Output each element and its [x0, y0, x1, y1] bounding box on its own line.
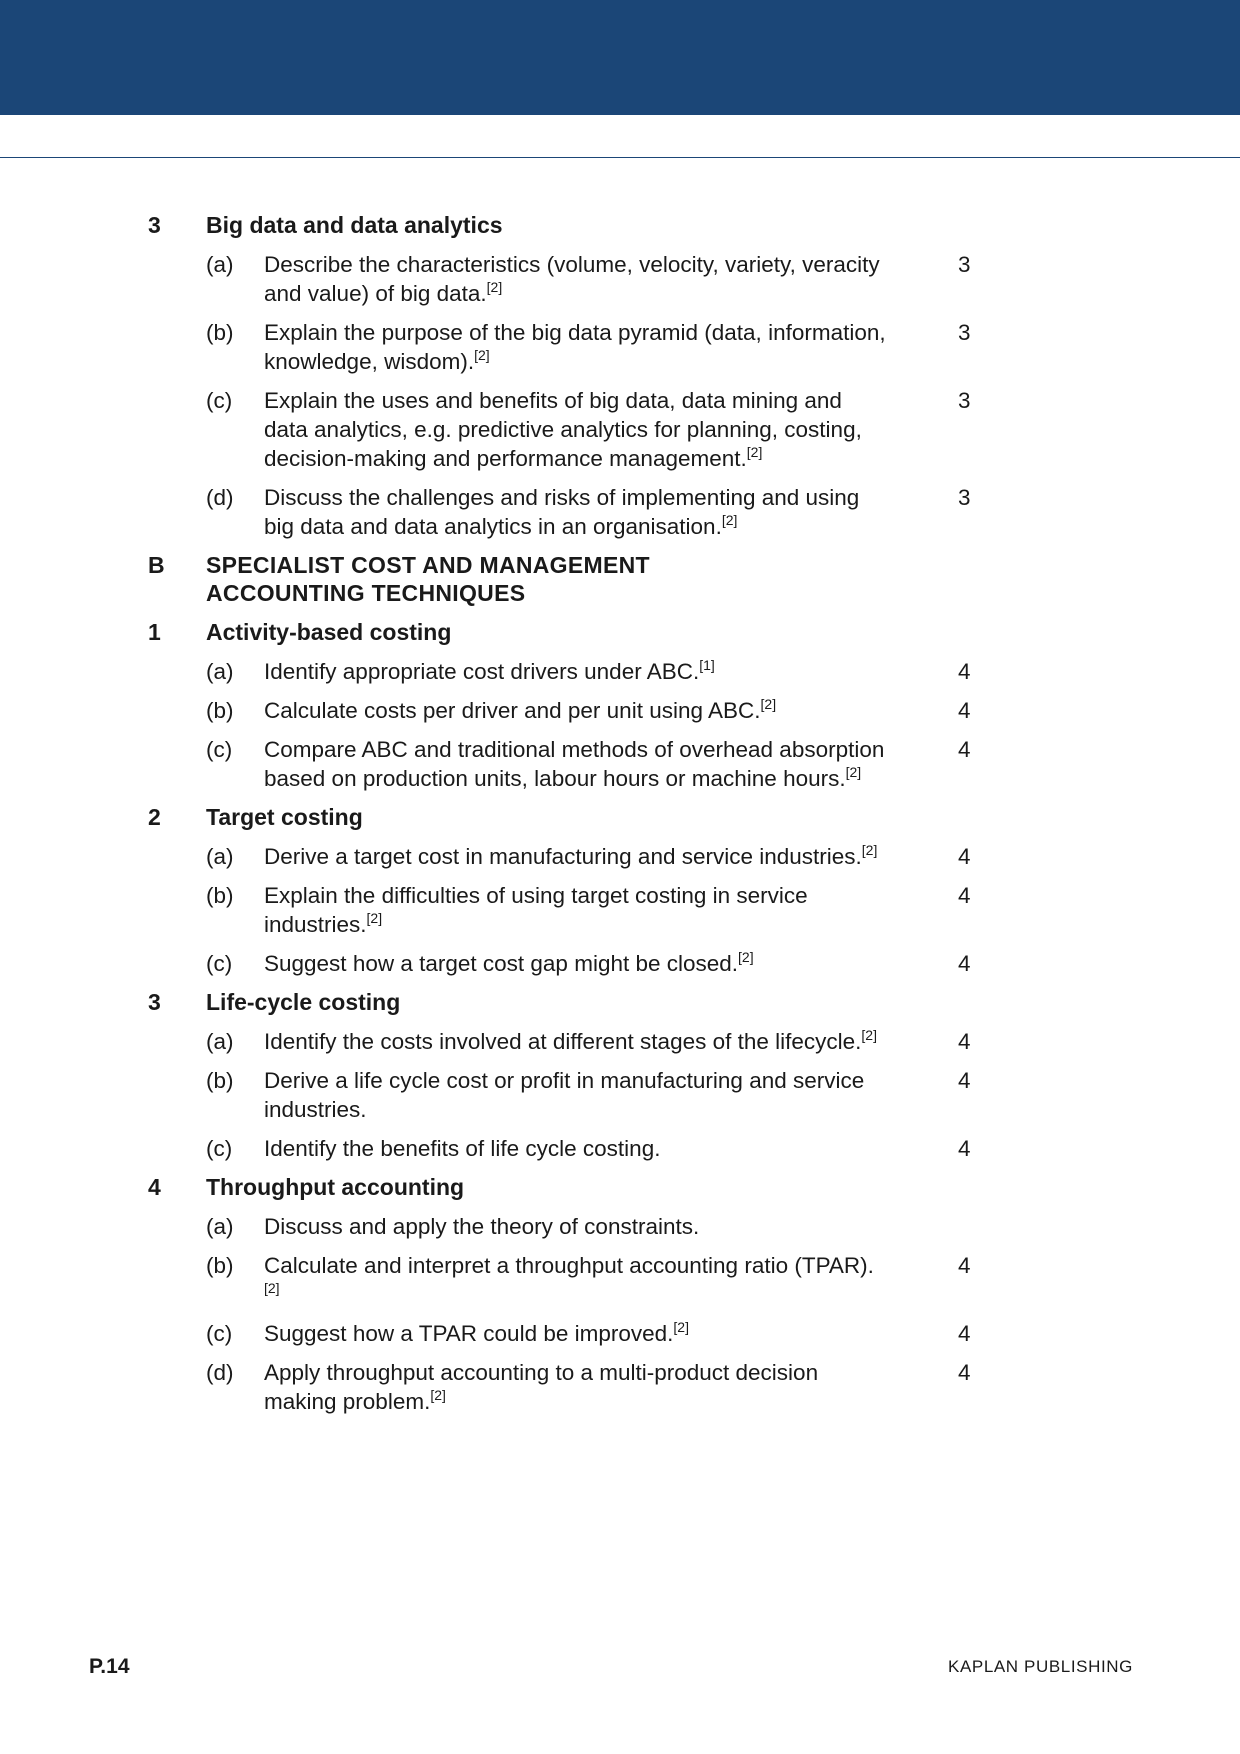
- item-text-body: Explain the uses and benefits of big data, data mining and data analytics, e.g. predictive analytics for planning, costing, decision-making and performance management.: [264, 388, 862, 471]
- list-item: [148, 1212, 998, 1241]
- item-level: 4: [958, 1253, 971, 1278]
- item-letter: (a): [206, 252, 234, 277]
- item-level: 4: [958, 698, 971, 723]
- item-ref: [2]: [474, 347, 490, 363]
- item-level: 3: [958, 252, 971, 277]
- list-item: [148, 842, 998, 871]
- section-number: 1: [148, 619, 161, 645]
- list-item: [148, 1358, 998, 1416]
- item-text-body: Identify the costs involved at different stages of the lifecycle.: [264, 1029, 862, 1054]
- item-ref: [2]: [486, 279, 503, 295]
- item-text-body: Describe the characteristics (volume, velocity, variety, veracity and value) of big data.: [264, 252, 880, 306]
- list-item: [148, 949, 998, 978]
- item-letter: (b): [206, 698, 234, 723]
- item-level: 4: [958, 844, 971, 869]
- item-letter: (c): [206, 1321, 233, 1346]
- header-band: [0, 0, 1240, 115]
- section-title: Life-cycle costing: [206, 989, 401, 1015]
- item-text-body: Compare ABC and traditional methods of overhead absorption based on production units, labour hours or machine hours.: [264, 737, 885, 791]
- item-ref: [2]: [721, 512, 738, 528]
- item-text: [264, 318, 889, 376]
- part-heading: [148, 551, 998, 607]
- item-letter: (b): [206, 320, 234, 345]
- item-letter: (d): [206, 485, 234, 510]
- list-item: [148, 735, 998, 793]
- item-letter: (a): [206, 1214, 234, 1239]
- item-letter: (d): [206, 1360, 234, 1385]
- item-text-body: Identify the benefits of life cycle costing.: [264, 1136, 661, 1161]
- list-item: [148, 1134, 998, 1163]
- item-ref: [2]: [430, 1387, 446, 1403]
- item-letter: (c): [206, 388, 233, 413]
- item-level: 4: [958, 1068, 971, 1093]
- item-text: [264, 1134, 889, 1163]
- item-text: [264, 250, 889, 308]
- item-ref: [2]: [738, 949, 754, 965]
- item-ref: [2]: [746, 444, 763, 460]
- item-level: 4: [958, 659, 971, 684]
- item-text: [264, 1358, 889, 1416]
- list-item: [148, 657, 998, 686]
- item-text-body: Suggest how a TPAR could be improved.: [264, 1321, 674, 1346]
- item-text: [264, 1319, 889, 1348]
- list-item: [148, 881, 998, 939]
- section-title: Throughput accounting: [206, 1174, 465, 1200]
- section-number: 3: [148, 212, 161, 238]
- item-ref: [1]: [699, 657, 715, 673]
- item-letter: (b): [206, 883, 234, 908]
- section-title: Activity-based costing: [206, 619, 452, 645]
- item-text-body: Discuss the challenges and risks of implementing and using big data and data analytics in an organisation.: [264, 485, 860, 539]
- item-ref: [2]: [760, 696, 777, 712]
- item-text-body: Calculate costs per driver and per unit using ABC.: [264, 698, 761, 723]
- item-letter: (c): [206, 737, 233, 762]
- syllabus-content: [148, 211, 998, 1426]
- section-heading: [148, 618, 998, 646]
- item-text: [264, 483, 889, 541]
- item-text-body: Identify appropriate cost drivers under ABC.: [264, 659, 700, 684]
- item-level: [958, 1212, 998, 1241]
- item-letter: (a): [206, 1029, 234, 1054]
- item-text: [264, 1066, 889, 1124]
- list-item: [148, 386, 998, 473]
- item-letter: (b): [206, 1068, 234, 1093]
- item-text-body: Suggest how a target cost gap might be closed.: [264, 951, 739, 976]
- item-text: [264, 1027, 889, 1056]
- item-ref: [2]: [673, 1319, 689, 1335]
- list-item: [148, 1066, 998, 1124]
- item-level: 4: [958, 951, 971, 976]
- list-item: [148, 696, 998, 725]
- section-heading: [148, 1173, 998, 1201]
- list-item: [148, 318, 998, 376]
- list-item: [148, 483, 998, 541]
- section-heading: [148, 211, 998, 239]
- section-heading: [148, 803, 998, 831]
- item-level: 4: [958, 883, 971, 908]
- item-letter: (c): [206, 1136, 233, 1161]
- list-item: [148, 1319, 998, 1348]
- item-text: [264, 881, 889, 939]
- list-item: [148, 1027, 998, 1056]
- item-ref: [2]: [366, 910, 383, 926]
- item-text-body: Discuss and apply the theory of constraints.: [264, 1214, 700, 1239]
- part-title: SPECIALIST COST AND MANAGEMENT ACCOUNTING TECHNIQUES: [206, 552, 650, 606]
- section-title: Big data and data analytics: [206, 212, 503, 238]
- item-level: 4: [958, 1360, 971, 1385]
- section-number: 2: [148, 804, 161, 830]
- publisher-name: KAPLAN PUBLISHING: [948, 1657, 1133, 1676]
- item-level: 3: [958, 320, 971, 345]
- part-letter: B: [148, 552, 165, 578]
- section-number: 4: [148, 1174, 161, 1200]
- header-rule: [0, 157, 1240, 158]
- item-text-body: Derive a life cycle cost or profit in manufacturing and service industries.: [264, 1068, 865, 1122]
- item-level: 3: [958, 485, 971, 510]
- item-letter: (b): [206, 1253, 234, 1278]
- item-ref: [2]: [845, 764, 862, 780]
- item-text-body: Explain the difficulties of using target costing in service industries.: [264, 883, 808, 937]
- item-text: [264, 1212, 889, 1241]
- item-text: [264, 657, 889, 686]
- item-text: [264, 842, 889, 871]
- list-item: [148, 1251, 998, 1309]
- item-text: [264, 386, 889, 473]
- item-text: [264, 949, 889, 978]
- item-letter: (a): [206, 844, 234, 869]
- item-text: [264, 696, 889, 725]
- item-text-body: Explain the purpose of the big data pyramid (data, information, knowledge, wisdom).: [264, 320, 886, 374]
- item-level: 4: [958, 1136, 971, 1161]
- item-letter: (c): [206, 951, 233, 976]
- item-text: [264, 1251, 889, 1309]
- item-text-body: Apply throughput accounting to a multi-product decision making problem.: [264, 1360, 819, 1414]
- item-text-body: Derive a target cost in manufacturing and service industries.: [264, 844, 862, 869]
- list-item: [148, 250, 998, 308]
- section-heading: [148, 988, 998, 1016]
- item-ref: [2]: [861, 842, 878, 858]
- item-level: 4: [958, 1321, 971, 1346]
- item-level: 4: [958, 737, 971, 762]
- item-letter: (a): [206, 659, 234, 684]
- item-text: [264, 735, 889, 793]
- section-title: Target costing: [206, 804, 363, 830]
- item-text-body: Calculate and interpret a throughput accounting ratio (TPAR).: [264, 1253, 874, 1278]
- section-number: 3: [148, 989, 161, 1015]
- item-level: 3: [958, 388, 971, 413]
- item-ref: [2]: [861, 1027, 877, 1043]
- item-ref: [2]: [264, 1280, 280, 1296]
- item-level: 4: [958, 1029, 971, 1054]
- page-number: P.14: [89, 1655, 130, 1678]
